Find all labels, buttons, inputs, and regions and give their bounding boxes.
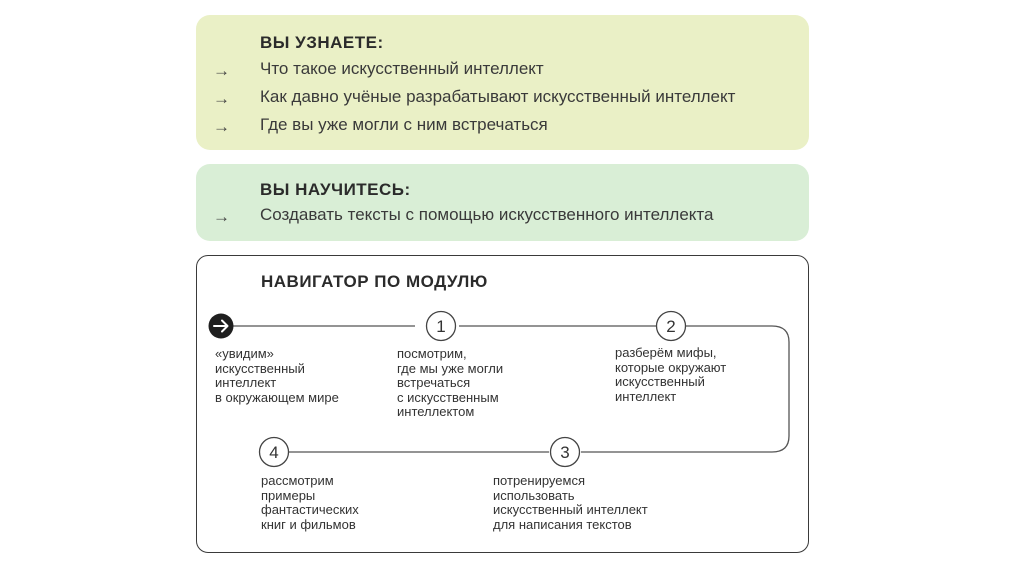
arrow-right-icon: → bbox=[213, 61, 230, 80]
step-number: 3 bbox=[560, 443, 570, 462]
learn-item-text: Что такое искусственный интеллект bbox=[260, 59, 544, 78]
arrow-right-icon: → bbox=[213, 207, 230, 226]
arrow-right-icon bbox=[209, 314, 234, 339]
step-label: потренируемся использовать искусственный интеллект для написания текстов bbox=[493, 473, 648, 532]
arrow-right-icon: → bbox=[213, 117, 230, 136]
skills-title: ВЫ НАУЧИТЕСЬ: bbox=[260, 180, 411, 199]
arrow-right-icon: → bbox=[213, 89, 230, 108]
step-circle bbox=[427, 312, 456, 341]
step-label: посмотрим, где мы уже могли встречаться с искусственным интеллектом bbox=[397, 346, 504, 419]
step-label: «увидим» искусственный интеллект в окружающем мире bbox=[215, 346, 339, 405]
learn-item-text: Как давно учёные разрабатывают искусственный интеллект bbox=[260, 87, 736, 106]
step-circle bbox=[657, 312, 686, 341]
skills-item bbox=[196, 205, 809, 229]
navigator-card bbox=[196, 255, 809, 553]
skills-item-text: Создавать тексты с помощью искусственного интеллекта bbox=[260, 205, 714, 224]
step-label: разберём мифы, которые окружают искусственный интеллект bbox=[615, 345, 727, 404]
learn-item-text: Где вы уже могли с ним встречаться bbox=[260, 115, 548, 134]
learn-item bbox=[196, 115, 809, 139]
step-number: 4 bbox=[269, 443, 279, 462]
step-number: 2 bbox=[666, 317, 676, 336]
learn-title: ВЫ УЗНАЕТЕ: bbox=[260, 33, 384, 52]
step-number: 1 bbox=[436, 317, 446, 336]
learn-item bbox=[196, 87, 809, 111]
step-label: рассмотрим примеры фантастических книг и фильмов bbox=[261, 473, 359, 532]
skills-card bbox=[196, 164, 809, 241]
learn-card bbox=[196, 15, 809, 150]
step-circle bbox=[260, 438, 289, 467]
navigator-title: НАВИГАТОР ПО МОДУЛЮ bbox=[261, 272, 488, 291]
learn-item bbox=[196, 59, 809, 83]
step-circle bbox=[551, 438, 580, 467]
